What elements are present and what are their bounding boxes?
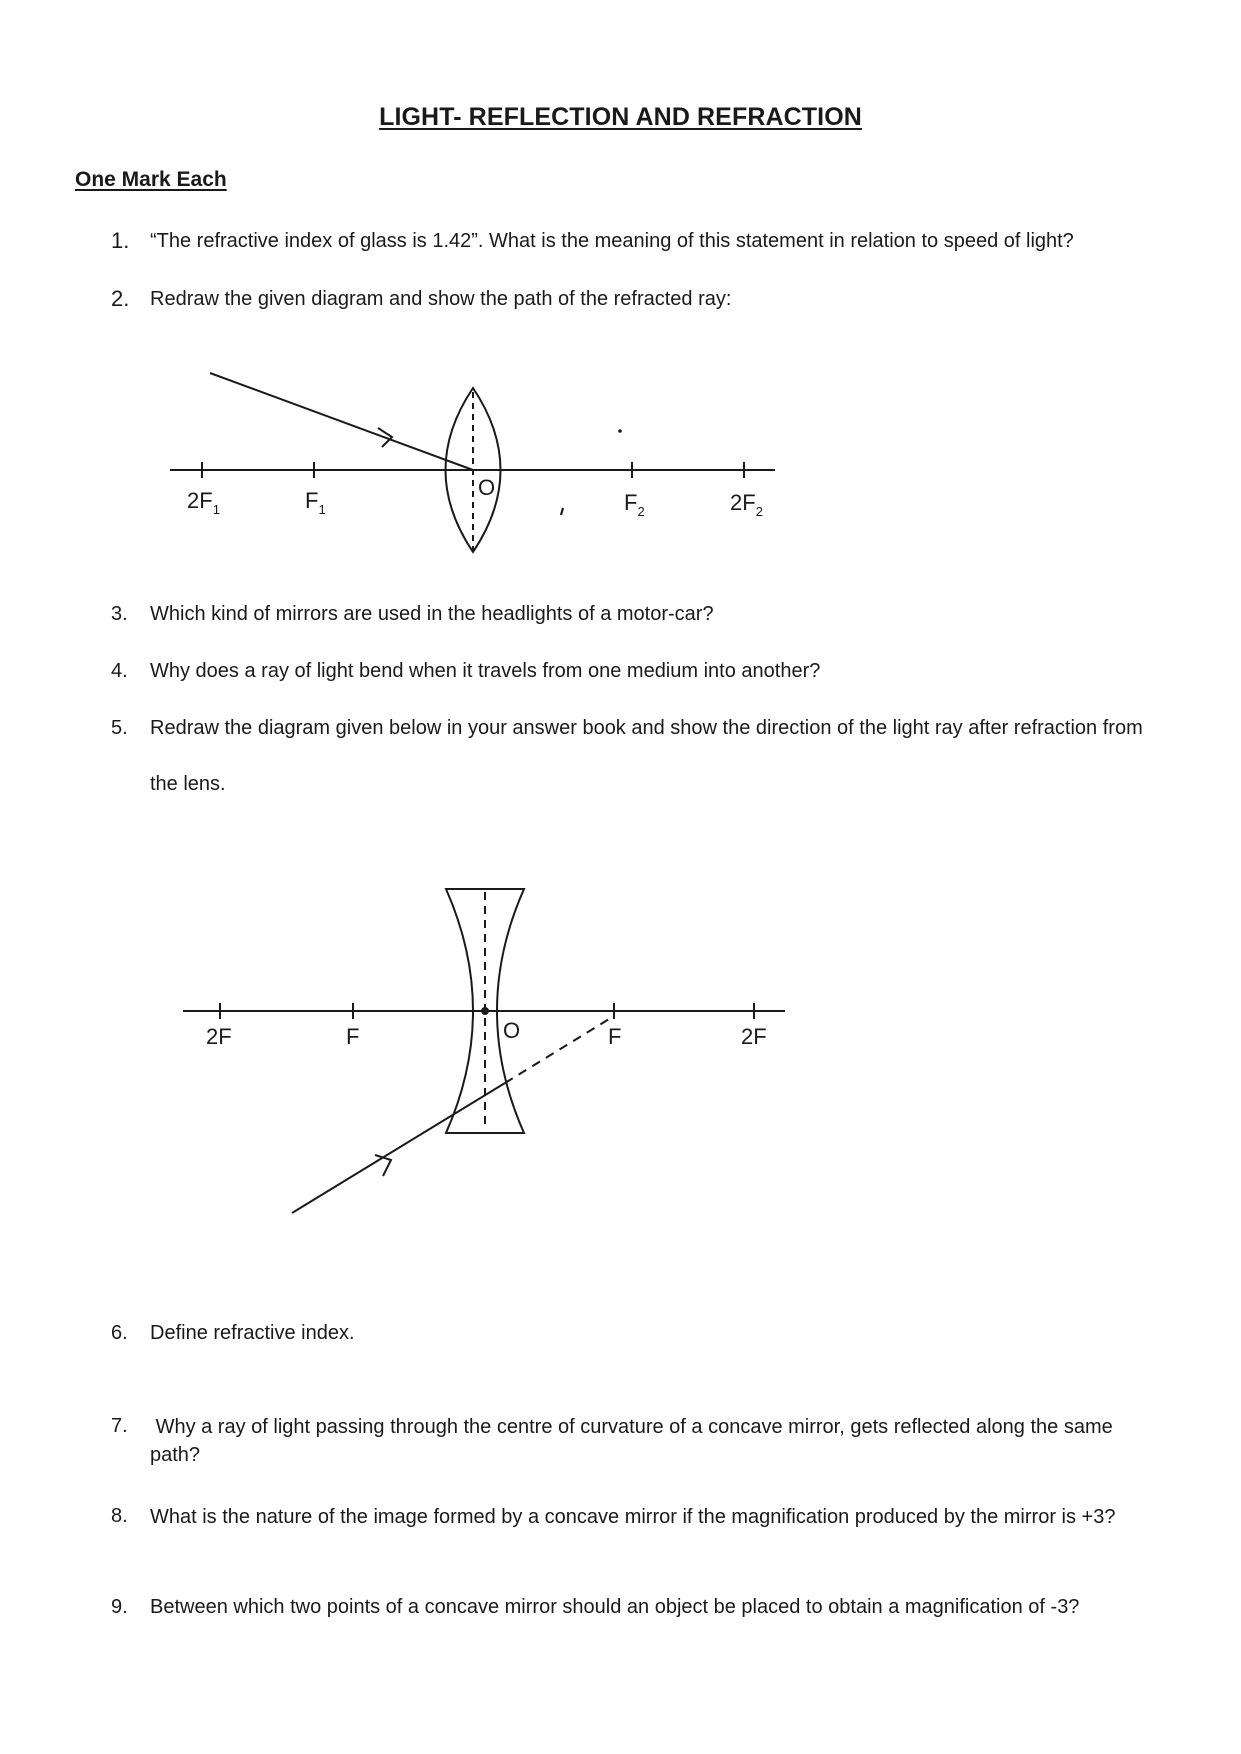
question-text: Redraw the diagram given below in your answer book and show the direction of the light ray after refraction from the lens. bbox=[150, 717, 1143, 795]
question-number: 9. bbox=[111, 1596, 128, 1618]
question-text: “The refractive index of glass is 1.42”. What is the meaning of this statement in relation to speed of light? bbox=[150, 230, 1074, 252]
question-number: 5. bbox=[111, 717, 128, 739]
incident-ray bbox=[292, 1083, 505, 1213]
label-o: O bbox=[478, 475, 496, 500]
question-number: 3. bbox=[111, 603, 128, 625]
question-number: 1. bbox=[111, 228, 130, 253]
question-number: 8. bbox=[111, 1505, 128, 1527]
question-number: 4. bbox=[111, 660, 128, 682]
ray-arrow bbox=[375, 1155, 391, 1176]
question-text: Why a ray of light passing through the centre of curvature of a concave mirror, gets reflected along the same path? bbox=[150, 1416, 1119, 1466]
question-text: Which kind of mirrors are used in the headlights of a motor-car? bbox=[150, 603, 714, 625]
question-number: 7. bbox=[111, 1415, 128, 1437]
label-f1: $F_1$ bbox=[305, 488, 326, 517]
label-o: O bbox=[503, 1018, 521, 1043]
dashed-extension bbox=[505, 1016, 614, 1083]
label-2f2: $2F_2$ bbox=[730, 490, 763, 519]
question-number: 6. bbox=[111, 1322, 128, 1344]
question-text: Define refractive index. bbox=[150, 1322, 355, 1344]
section-heading: One Mark Each bbox=[75, 168, 227, 191]
question-number: 2. bbox=[111, 286, 130, 311]
label-2f-left: 2F bbox=[206, 1024, 232, 1049]
page-title: LIGHT- REFLECTION AND REFRACTION bbox=[379, 103, 862, 131]
question-text: What is the nature of the image formed by a concave mirror if the magnification produced by the mirror is +3? bbox=[150, 1506, 1116, 1528]
label-2f1: $2F_1$ bbox=[187, 488, 220, 517]
label-f-right: F bbox=[608, 1024, 622, 1049]
optical-centre-dot bbox=[481, 1007, 489, 1015]
question-text: Redraw the given diagram and show the path of the refracted ray: bbox=[150, 288, 732, 310]
label-f2: $F_2$ bbox=[624, 490, 645, 519]
question-text: Between which two points of a concave mirror should an object be placed to obtain a magnification of -3? bbox=[150, 1596, 1080, 1618]
label-2f-right: 2F bbox=[741, 1024, 767, 1049]
label-f-left: F bbox=[346, 1024, 360, 1049]
question-text: Why does a ray of light bend when it travels from one medium into another? bbox=[150, 660, 821, 682]
